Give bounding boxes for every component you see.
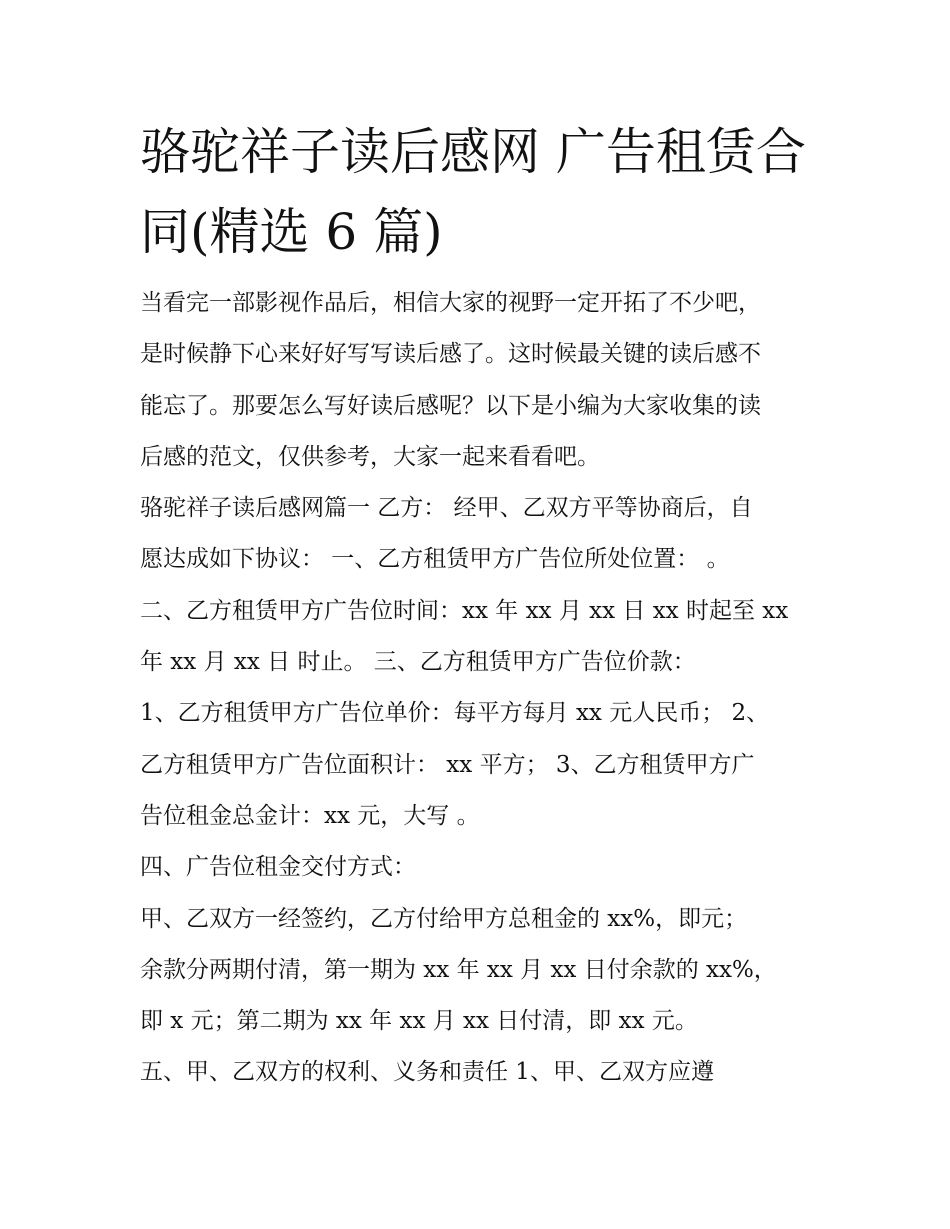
body-line: 骆驼祥子读后感网篇一 乙方： 经甲、乙双方平等协商后，自 [140,495,753,522]
body-line: 余款分两期付清，第一期为 xx 年 xx 月 xx 日付余款的 xx%， [140,956,777,983]
body-line: 后感的范文，仅供参考，大家一起来看看吧。 [140,443,600,470]
body-line: 愿达成如下协议： 一、乙方租赁甲方广告位所处位置： 。 [140,546,730,573]
body-line: 告位租金总金计：xx 元，大写 。 [140,802,480,829]
body-line: 当看完一部影视作品后，相信大家的视野一定开拓了不少吧， [140,290,761,316]
body-line: 即 x 元；第二期为 xx 年 xx 月 xx 日付清，即 xx 元。 [140,1008,698,1035]
body-line: 年 xx 月 xx 日 时止。 三、乙方租赁甲方广告位价款： [140,649,696,676]
body-line: 是时候静下心来好好写写读后感了。这时候最关键的读后感不 [140,341,761,368]
body-line: 甲、乙双方一经签约，乙方付给甲方总租金的 xx%，即元； [140,905,748,932]
body-line: 能忘了。那要怎么写好读后感呢？以下是小编为大家收集的读 [140,392,761,419]
document-title [140,112,830,272]
body-line: 五、甲、乙双方的权利、义务和责任 1、甲、乙双方应遵 [140,1059,714,1086]
body-line: 四、广告位租金交付方式： [140,854,416,881]
title-line: 同(精选 6 篇) [140,203,443,261]
body-line: 乙方租赁甲方广告位面积计： xx 平方； 3、乙方租赁甲方广 [140,751,755,778]
body-line: 1、乙方租赁甲方广告位单价：每平方每月 xx 元人民币； 2、 [140,700,770,727]
title-line: 骆驼祥子读后感网 广告租赁合 [140,123,806,181]
body-line: 二、乙方租赁甲方广告位时间：xx 年 xx 月 xx 日 xx 时起至 xx [140,597,789,624]
document-body [140,278,820,1099]
